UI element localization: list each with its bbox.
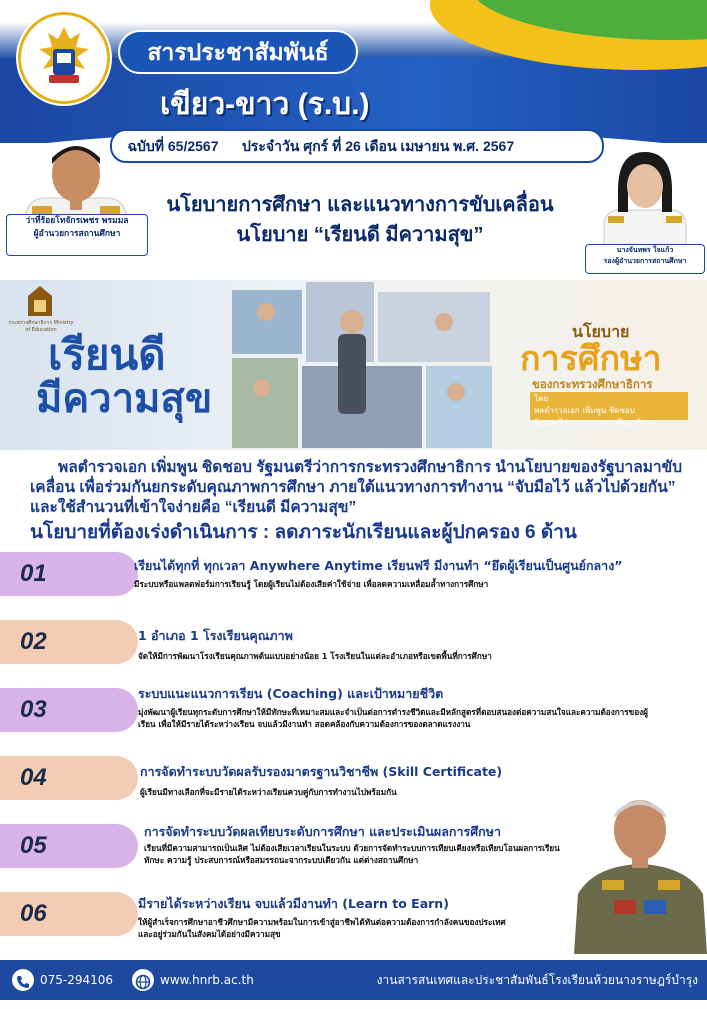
item-desc-04: ผู้เรียนมีทางเลือกที่จะมีรายได้ระหว่างเรียนควบคู่กับการทำงานไปพร้อมกัน <box>140 787 397 797</box>
policy-big-text: การศึกษา <box>520 341 662 378</box>
minister-name: พลตำรวจเอก เพิ่มพูน ชิดชอบ <box>534 406 635 415</box>
item-number-06: 06 <box>0 892 138 936</box>
director-caption <box>6 214 148 256</box>
item-desc-01: มีระบบหรือแพลตฟอร์มการเรียนรู้ โดยผู้เรียนไม่ต้องเสียค่าใช้จ่าย เพื่อลดความเหลื่อมล้ำทางการศึกษา <box>134 579 489 589</box>
officer-photo <box>574 784 707 954</box>
footer-organization: งานสารสนเทศและประชาสัมพันธ์โรงเรียนห้วยนางราษฎร์บำรุง <box>376 973 698 987</box>
policy-by: โดย <box>534 394 549 403</box>
issue-bar <box>110 129 604 163</box>
brand-line-2: มีความสุข <box>36 377 213 421</box>
deputy-photo <box>590 140 700 258</box>
school-crest-icon <box>35 25 93 87</box>
item-title-02: 1 อำเภอ 1 โรงเรียนคุณภาพ <box>138 628 293 643</box>
item-title-05: การจัดทำระบบวัดผลเทียบระดับการศึกษา และประเมินผลการศึกษา <box>144 824 501 839</box>
issue-number: ฉบับที่ 65/2567 <box>112 131 234 161</box>
footer-website[interactable]: www.hnrb.ac.th <box>160 973 254 987</box>
director-name: ว่าที่ร้อยโทจักรเพชร พรมมล <box>25 216 129 226</box>
item-number-04: 04 <box>0 756 138 800</box>
minister-role: รัฐมนตรีว่าการกระทรวงศึกษาธิการ <box>534 418 656 427</box>
item-number-05: 05 <box>0 824 138 868</box>
item-title-06: มีรายได้ระหว่างเรียน จบแล้วมีงานทำ (Learn to Earn) <box>138 896 449 911</box>
policy-subtitle: ของกระทรวงศึกษาธิการ <box>532 377 653 391</box>
item-number-03: 03 <box>0 688 138 732</box>
school-logo <box>18 12 110 104</box>
director-role: ผู้อำนวยการสถานศึกษา <box>33 229 121 239</box>
brand-line-1: เรียนดี <box>48 331 166 378</box>
intro-paragraph <box>30 458 690 518</box>
deputy-caption <box>585 244 705 274</box>
issue-date: ประจำวัน ศุกร์ ที่ 26 เดือน เมษายน พ.ศ. 2567 <box>242 138 515 154</box>
deputy-name: นางจันทพร ใจแก้ว <box>616 246 674 254</box>
item-title-03: ระบบแนะแนวการเรียน (Coaching) และเป้าหมายชีวิต <box>138 686 444 701</box>
students-photo-collage <box>232 282 492 448</box>
item-desc-03: มุ่งพัฒนาผู้เรียนทุกระดับการศึกษาให้มีทักษะที่เหมาะสมและจำเป็นต่อการดำรงชีวิตและมีหลักสูตรที่ตอบสนองต่อความสนใจและความต้องการของผู้เรียน เพื่อให้มีรายได้ระหว่างเรียน จบแล้วมีงานทำ สอดคล้องกับความต้องการของตลาดแรงงาน <box>138 707 648 729</box>
item-desc-06: ให้ผู้สำเร็จการศึกษาอาชีวศึกษามีความพร้อมในการเข้าสู่อาชีพได้ทันต่อความต้องการกำลังคนของประเทศ และอยู่ร่วมกันในสังคมได้อย่างมีความสุข <box>138 917 506 939</box>
headline: นโยบายการศึกษา และแนวทางการขับเคลื่อน นโยบาย “เรียนดี มีความสุข” <box>166 194 554 246</box>
item-title-01: เรียนได้ทุกที่ ทุกเวลา Anywhere Anytime เรียนฟรี มีงานทำ “ยึดผู้เรียนเป็นศูนย์กลาง” <box>134 558 623 573</box>
item-desc-05: เรียนที่มีความสามารถเป็นเลิศ ไม่ต้องเสียเวลาเรียนในระบบ ด้วยการจัดทำระบบการเทียบเคียงหรือเทียบโอนผลการเรียน ทักษะ ความรู้ ประสบการณ์หรือสมรรถนะจากระบบเดียวกัน แต่ต่างสถานศึกษา <box>144 843 560 865</box>
deputy-role: รองผู้อำนวยการสถานศึกษา <box>603 257 687 265</box>
globe-icon <box>132 969 154 991</box>
item-number-02: 02 <box>0 620 138 664</box>
phone-icon <box>12 969 34 991</box>
policy-banner <box>0 280 707 450</box>
intro-text: พลตำรวจเอก เพิ่มพูน ชิดชอบ รัฐมนตรีว่าการกระทรวงศึกษาธิการ นำนโยบายของรัฐบาลมาขับเคลื่อน เพื่อร่วมกันยกระดับคุณภาพการศึกษา ภายใต้แนวทางการทำงาน “จับมือไว้ แล้วไปด้วยกัน” และใช้สำนวนที่เข้าใจง่ายคือ “เรียนดี มีความสุข” <box>30 459 683 516</box>
policy-label: นโยบาย <box>572 322 630 341</box>
item-desc-02: จัดให้มีการพัฒนาโรงเรียนคุณภาพต้นแบบอย่างน้อย 1 โรงเรียนในแต่ละอำเภอหรือเขตพื้นที่การศึกษา <box>138 651 492 661</box>
item-number-01: 01 <box>0 552 138 596</box>
item-title-04: การจัดทำระบบวัดผลรับรองมาตรฐานวิชาชีพ (Skill Certificate) <box>140 764 503 779</box>
minister-box <box>530 392 688 427</box>
footer-phone: 075-294106 <box>40 973 114 987</box>
ministry-emblem-icon <box>26 286 54 320</box>
pr-label: สารประชาสัมพันธ์ <box>118 30 358 74</box>
priority-heading: นโยบายที่ต้องเร่งดำเนินการ : ลดภาระนักเรียนและผู้ปกครอง 6 ด้าน <box>30 522 577 543</box>
newsletter-title: เขียว-ขาว (ร.บ.) <box>160 88 370 121</box>
ministry-name: กระทรวงศึกษาธิการ Ministry of Education <box>8 320 74 333</box>
footer-bar <box>0 960 707 1000</box>
